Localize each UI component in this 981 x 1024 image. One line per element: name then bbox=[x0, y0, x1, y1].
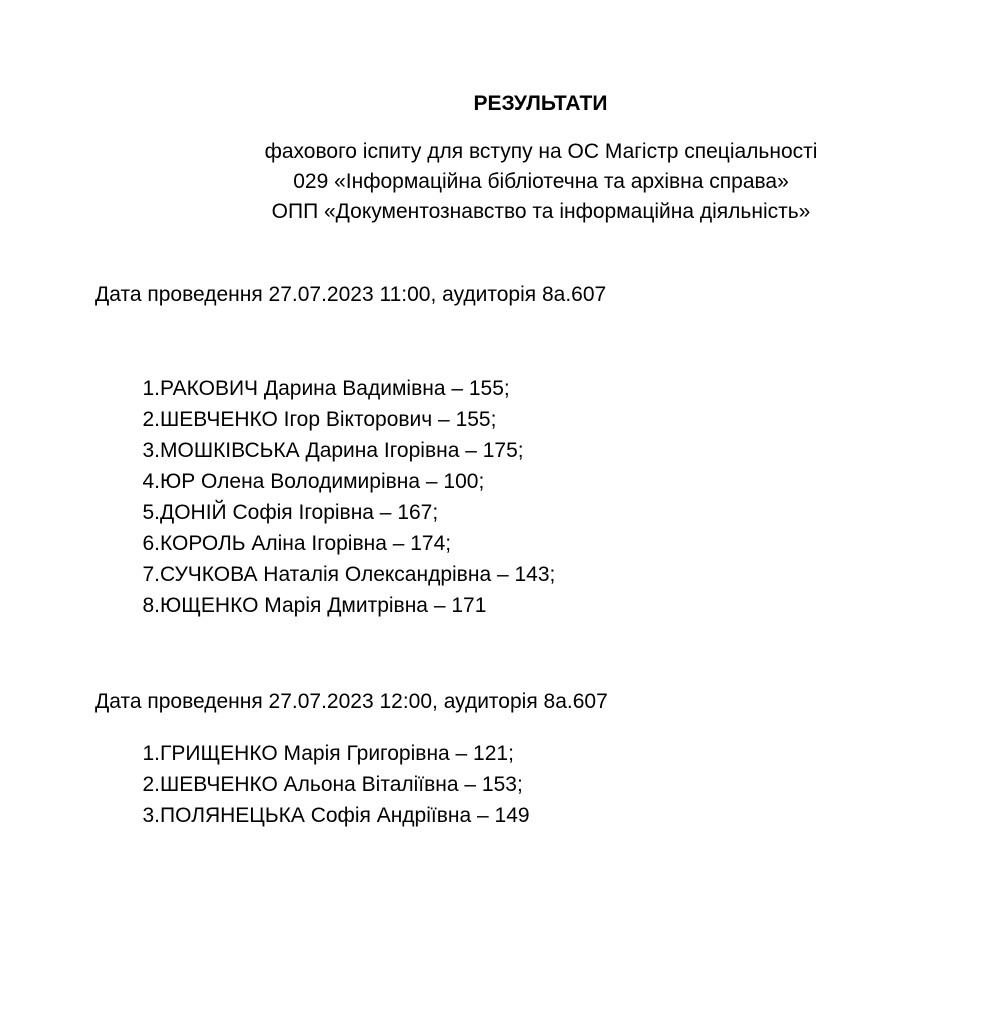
item-text: МОШКІВСЬКА Дарина Ігорівна – 175; bbox=[160, 439, 524, 462]
item-text: ЮЩЕНКО Марія Дмитрівна – 171 bbox=[160, 594, 487, 617]
session-heading: Дата проведення 27.07.2023 12:00, аудиторія 8а.607 bbox=[95, 690, 608, 713]
list-item bbox=[122, 373, 555, 404]
list-item bbox=[122, 590, 555, 621]
item-number: 2. bbox=[142, 408, 160, 431]
item-number: 6. bbox=[142, 532, 160, 555]
item-text: ШЕВЧЕНКО Альона Віталіївна – 153; bbox=[160, 773, 523, 796]
item-text: ЮР Олена Володимирівна – 100; bbox=[160, 470, 485, 493]
page-title: РЕЗУЛЬТАТИ bbox=[473, 92, 608, 115]
item-text: КОРОЛЬ Аліна Ігорівна – 174; bbox=[160, 532, 452, 555]
document-subtitle bbox=[200, 137, 882, 227]
item-text: РАКОВИЧ Дарина Вадимівна – 155; bbox=[160, 377, 510, 400]
list-item bbox=[122, 528, 555, 559]
item-number: 1. bbox=[142, 377, 160, 400]
list-item bbox=[122, 769, 530, 800]
item-text: ПОЛЯНЕЦЬКА Софія Андріївна – 149 bbox=[160, 804, 530, 827]
item-number: 3. bbox=[142, 804, 160, 827]
item-text: СУЧКОВА Наталія Олександрівна – 143; bbox=[160, 563, 556, 586]
subtitle-line: фахового іспиту для вступу на ОС Магістр спеціальності bbox=[264, 140, 818, 163]
list-item bbox=[122, 466, 555, 497]
item-number: 4. bbox=[142, 470, 160, 493]
item-number: 8. bbox=[142, 594, 160, 617]
results-list bbox=[122, 738, 530, 831]
item-number: 7. bbox=[142, 563, 160, 586]
item-text: ШЕВЧЕНКО Ігор Вікторович – 155; bbox=[160, 408, 497, 431]
item-number: 5. bbox=[142, 501, 160, 524]
item-number: 3. bbox=[142, 439, 160, 462]
item-number: 2. bbox=[142, 773, 160, 796]
list-item bbox=[122, 559, 555, 590]
list-item bbox=[122, 435, 555, 466]
subtitle-line: 029 «Інформаційна бібліотечна та архівна справа» bbox=[293, 170, 789, 193]
item-text: ДОНІЙ Софія Ігорівна – 167; bbox=[160, 501, 439, 524]
item-number: 1. bbox=[142, 742, 160, 765]
results-list bbox=[122, 373, 555, 621]
list-item bbox=[122, 404, 555, 435]
session-heading: Дата проведення 27.07.2023 11:00, аудиторія 8а.607 bbox=[95, 283, 607, 306]
list-item bbox=[122, 497, 555, 528]
list-item bbox=[122, 800, 530, 831]
subtitle-line: ОПП «Документознавство та інформаційна діяльність» bbox=[271, 200, 811, 223]
item-text: ГРИЩЕНКО Марія Григорівна – 121; bbox=[160, 742, 514, 765]
list-item bbox=[122, 738, 530, 769]
